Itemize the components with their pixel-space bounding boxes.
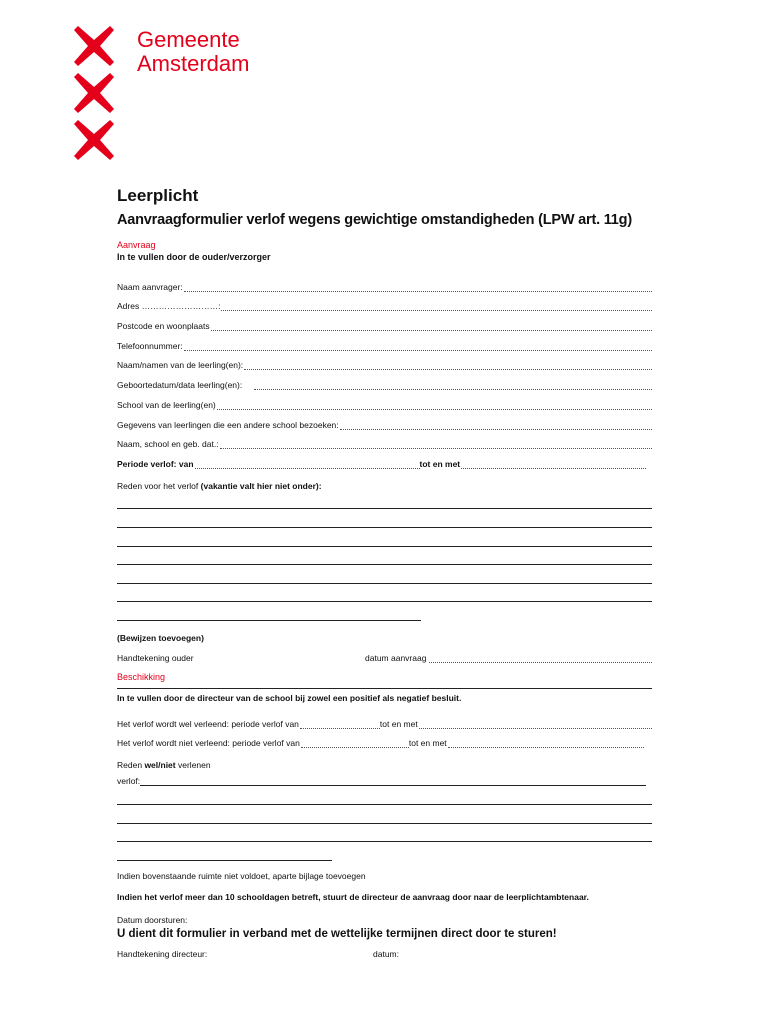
reason-prefix: Reden (117, 760, 143, 771)
field-label: Gegevens van leerlingen die een andere school bezoeken: (117, 419, 339, 430)
field-school-leerlingen[interactable] (117, 390, 652, 410)
field-label: Naam, school en geb. dat.: (117, 439, 219, 450)
field-label: Naam/namen van de leerling(en): (117, 360, 244, 371)
section-aanvraag: Aanvraag (117, 240, 156, 250)
field-label: Geboortedatum/data leerling(en): (117, 380, 243, 391)
denied-to: tot en met (408, 738, 447, 749)
field-naam-school-gebdat[interactable] (117, 430, 652, 450)
reason-suffix: verlenen (178, 760, 211, 771)
forward-date-label: Datum doorsturen: (117, 914, 188, 925)
form-content (117, 186, 652, 959)
note-extra-space: Indien bovenstaande ruimte niet voldoet, aparte bijlage toevoegen (117, 870, 366, 881)
andreas-cross-icon (74, 26, 114, 66)
field-geboortedatum[interactable] (117, 370, 652, 390)
attach-note: (Bewijzen toevoegen) (117, 633, 204, 644)
field-label: Postcode en woonplaats (117, 321, 210, 332)
director-date-label: datum: (373, 948, 399, 959)
field-naam-aanvrager[interactable] (117, 272, 652, 292)
field-andere-school[interactable] (117, 410, 652, 430)
field-label: School van de leerling(en) (117, 399, 216, 410)
note-10-days: Indien het verlof meer dan 10 schooldagen betreft, stuurt de directeur de aanvraag door naar de leerplichtambtenaar. (117, 891, 589, 902)
period-from-label: Periode verlof: van (117, 458, 194, 469)
field-postcode-woonplaats[interactable] (117, 311, 652, 331)
section-beschikking: Beschikking (117, 672, 166, 683)
page-subtitle: Aanvraagformulier verlof wegens gewichtige omstandigheden (LPW art. 11g) (117, 212, 632, 228)
field-naam-leerlingen[interactable] (117, 351, 652, 371)
logo-line2: Amsterdam (137, 51, 250, 76)
field-verlof-verleend[interactable] (117, 709, 652, 729)
field-label: Naam aanvrager: (117, 281, 183, 292)
decision-reason-lines[interactable] (117, 786, 652, 860)
period-to-label: tot en met (419, 458, 461, 469)
reason-lines[interactable] (117, 491, 652, 621)
field-label: Telefoonnummer: (117, 340, 183, 351)
reason-verlof-label: verlof: (117, 776, 141, 787)
field-adres[interactable] (117, 292, 652, 312)
aanvraag-instruction: In te vullen door de ouder/verzorger (117, 252, 271, 262)
field-telefoonnummer[interactable] (117, 331, 652, 351)
field-decision-reason[interactable] (117, 770, 652, 786)
date-request-label: datum aanvraag (365, 653, 427, 664)
urgent-notice: U dient dit formulier in verband met de wettelijke termijnen direct door te sturen! (117, 927, 557, 940)
reason-wel-niet: wel/niet (144, 760, 176, 771)
logo-wordmark (137, 28, 249, 76)
reason-label: Reden voor het verlof (117, 480, 199, 491)
granted-label: Het verlof wordt wel verleend: periode verlof van (117, 718, 299, 729)
andreas-cross-icon (74, 73, 114, 113)
denied-label: Het verlof wordt niet verleend: periode verlof van (117, 738, 300, 749)
field-label: Adres ………………………: (117, 301, 221, 312)
reason-note: (vakantie valt hier niet onder): (200, 480, 322, 491)
signature-parent-label: Handtekening ouder (117, 653, 194, 664)
director-signature-row[interactable] (117, 949, 652, 959)
decision-reason-heading (117, 748, 652, 770)
granted-to: tot en met (379, 718, 418, 729)
field-verlof-niet-verleend[interactable] (117, 729, 652, 749)
reason-heading (117, 469, 652, 491)
director-signature-label: Handtekening directeur: (117, 948, 208, 959)
field-periode-verlof[interactable] (117, 449, 652, 469)
logo-line1: Gemeente (137, 27, 240, 52)
page-title: Leerplicht (117, 186, 199, 205)
logo-crosses (74, 26, 114, 167)
signature-row[interactable] (117, 653, 652, 663)
andreas-cross-icon (74, 120, 114, 160)
beschikking-instruction: In te vullen door de directeur van de school bij zowel een positief als negatief besluit. (117, 693, 462, 704)
